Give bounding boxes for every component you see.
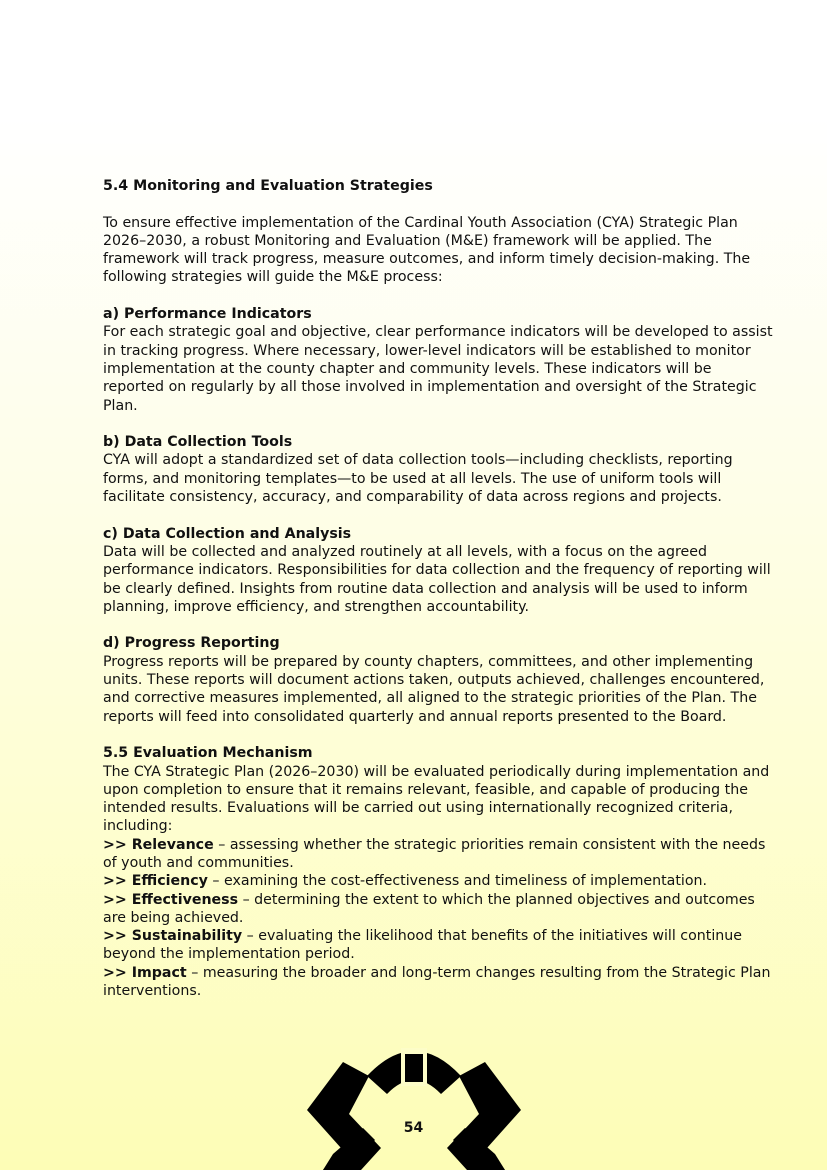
criterion-term: >> Relevance bbox=[103, 836, 214, 853]
subsection-body: CYA will adopt a standardized set of data collection tools—including checklists, reporting forms, and monitoring templates—to be used at all levels. The use of uniform tools will facilitate consistency, accuracy, and comparability of data across regions and projects. bbox=[103, 452, 733, 506]
criterion-term: >> Effectiveness bbox=[103, 891, 239, 908]
section-heading: 5.4 Monitoring and Evaluation Strategies bbox=[103, 178, 433, 194]
subsection-body: Progress reports will be prepared by county chapters, committees, and other implementing units. These reports will document actions taken, outputs achieved, challenges encountered, and corrective measures implemented, all aligned to the strategic priorities of the Plan. The reports will feed into consolidated quarterly and annual reports presented to the Board. bbox=[103, 653, 765, 725]
criterion-item bbox=[103, 872, 773, 890]
criterion-term: >> Impact bbox=[103, 964, 187, 981]
section-intro: To ensure effective implementation of the Cardinal Youth Association (CYA) Strategic Plan 2026–2030, a robust Monitoring and Evaluation (M&E) framework will be applied. The framework will track progress, measure outcomes, and inform timely decision-making. The following strategies will guide the M&E process: bbox=[103, 214, 751, 286]
subsection-title: b) Data Collection Tools bbox=[103, 434, 293, 451]
criterion-item bbox=[103, 836, 773, 873]
criterion-item bbox=[103, 964, 773, 1001]
section-heading: 5.5 Evaluation Mechanism bbox=[103, 745, 313, 762]
subsection-body: For each strategic goal and objective, clear performance indicators will be developed to assist in tracking progress. Where necessary, lower-level indicators will be established to monitor implementation at the county chapter and community levels. These indicators will be reported on regularly by all those involved in implementation and oversight of the Strategic Plan. bbox=[103, 324, 773, 414]
criterion-desc: – measuring the broader and long-term changes resulting from the Strategic Plan interventions. bbox=[103, 964, 771, 1000]
criterion-desc: – examining the cost-effectiveness and timeliness of implementation. bbox=[207, 873, 708, 890]
criterion-item bbox=[103, 891, 773, 928]
emblem-icon bbox=[303, 1036, 525, 1170]
criterion-term: >> Efficiency bbox=[103, 873, 208, 890]
criterion-desc: – determining the extent to which the planned objectives and outcomes are being achieved. bbox=[103, 891, 755, 926]
subsection-title: a) Performance Indicators bbox=[103, 306, 312, 323]
subsection-title: d) Progress Reporting bbox=[103, 635, 280, 652]
criterion-desc: – assessing whether the strategic priorities remain consistent with the needs of youth and communities. bbox=[103, 836, 766, 871]
criterion-desc: – evaluating the likelihood that benefits of the initiatives will continue beyond the implementation period. bbox=[103, 928, 742, 963]
subsection-body: Data will be collected and analyzed routinely at all levels, with a focus on the agreed performance indicators. Responsibilities for data collection and the frequency of reporting will be clearly defined. Insights from routine data collection and analysis will be used to inform planning, improve efficiency, and strengthen accountability. bbox=[103, 543, 771, 615]
document-body bbox=[103, 177, 773, 1000]
page-number: 54 bbox=[403, 1120, 424, 1136]
section-intro: The CYA Strategic Plan (2026–2030) will be evaluated periodically during implementation and upon completion to ensure that it remains relevant, feasible, and capable of producing the intended results. Evaluations will be carried out using internationally recognized criteria, including: bbox=[103, 763, 770, 835]
criterion-item bbox=[103, 927, 773, 964]
subsection-title: c) Data Collection and Analysis bbox=[103, 525, 352, 542]
criterion-term: >> Sustainability bbox=[103, 928, 243, 945]
